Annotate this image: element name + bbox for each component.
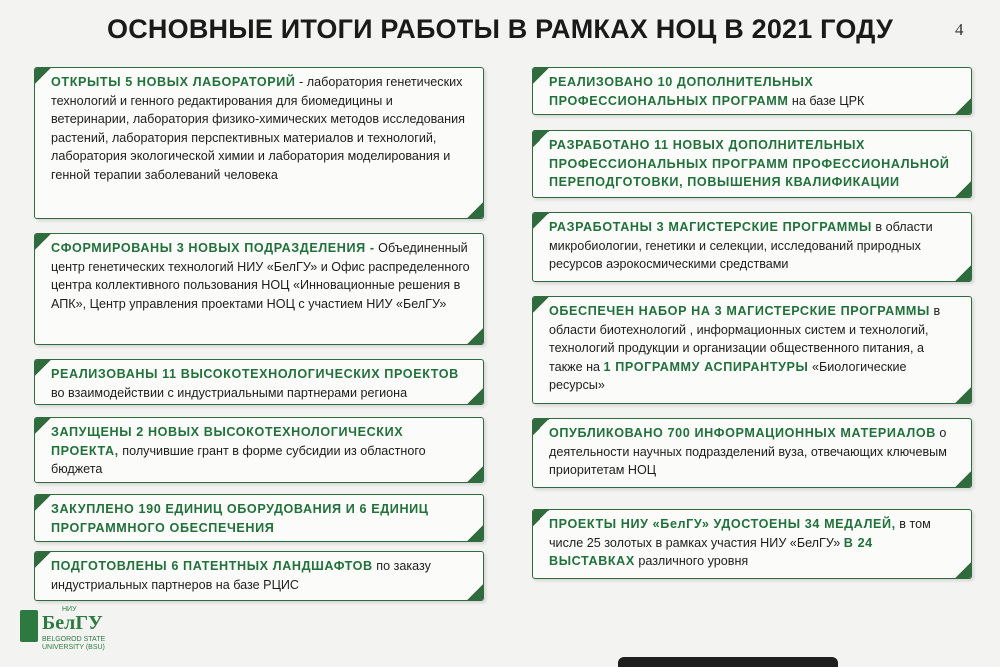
logo-emblem-icon <box>20 610 38 642</box>
card-highlight-secondary: В 24 ВЫСТАВКАХ <box>549 535 873 569</box>
card-master-programs <box>532 212 972 282</box>
card-highlight: РАЗРАБОТАНО 11 НОВЫХ ДОПОЛНИТЕЛЬНЫХ ПРОФЕССИОНАЛЬНЫХ ПРОГРАММ ПРОФЕССИОНАЛЬНОЙ ПЕРЕПОДГОТОВКИ, ПОВЫШЕНИЯ КВАЛИФИКАЦИИ <box>549 138 950 190</box>
card-highlight: ЗАПУЩЕНЫ 2 НОВЫХ ВЫСОКОТЕХНОЛОГИЧЕСКИХ ПРОЕКТА, <box>51 425 404 458</box>
card-master-enrollment <box>532 296 972 404</box>
card-programs-realized <box>532 67 972 115</box>
card-hightech-projects <box>34 359 484 405</box>
card-laboratories <box>34 67 484 219</box>
card-text: на базе ЦРК <box>788 93 865 108</box>
card-text: во взаимодействии с индустриальными партнерами региона <box>51 385 408 400</box>
card-text: о деятельности научных подразделений вуза, отвечающих ключевым приоритетам НОЦ <box>549 426 947 478</box>
card-highlight-secondary: 1 ПРОГРАММУ АСПИРАНТУРЫ <box>603 359 809 374</box>
card-programs-developed <box>532 130 972 198</box>
card-highlight: ОПУБЛИКОВАНО 700 ИНФОРМАЦИОННЫХ МАТЕРИАЛОВ <box>549 426 936 440</box>
university-logo <box>16 606 126 656</box>
card-highlight: РЕАЛИЗОВАНО 10 ДОПОЛНИТЕЛЬНЫХ ПРОФЕССИОНАЛЬНЫХ ПРОГРАММ <box>549 75 814 108</box>
card-highlight: СФОРМИРОВАНЫ 3 НОВЫХ ПОДРАЗДЕЛЕНИЯ - <box>51 241 375 255</box>
card-patent-landscapes <box>34 551 484 601</box>
slide-title: ОСНОВНЫЕ ИТОГИ РАБОТЫ В РАМКАХ НОЦ В 2021 ГОДУ <box>107 14 893 44</box>
card-text: в области биотехнологий , информационных систем и технологий, технологий продукции и организации общественного питания, а также на <box>549 304 941 374</box>
page-number: 4 <box>955 20 964 39</box>
card-highlight: ОБЕСПЕЧЕН НАБОР НА 3 МАГИСТЕРСКИЕ ПРОГРАММЫ <box>549 304 930 318</box>
card-new-projects <box>34 417 484 483</box>
card-divisions <box>34 233 484 345</box>
card-text-secondary: различного уровня <box>634 554 749 569</box>
card-text: получившие грант в форме субсидии из областного бюджета <box>51 443 426 477</box>
card-text: - лаборатория генетических технологий и генного редактирования для биомедицины и ветеринарии, лаборатория физико-химических методов исследования растений, лаборатория перспективных материалов и технологий, лаборатория экологической химии и лаборатория моделирования и генной терапии заболеваний человека <box>51 75 465 182</box>
card-highlight: ПОДГОТОВЛЕНЫ 6 ПАТЕНТНЫХ ЛАНДШАФТОВ <box>51 559 373 573</box>
logo-top-text: НИУ <box>62 606 77 613</box>
card-medals <box>532 509 972 579</box>
logo-name: БелГУ <box>42 612 103 634</box>
card-equipment <box>34 494 484 542</box>
card-highlight: РАЗРАБОТАНЫ 3 МАГИСТЕРСКИЕ ПРОГРАММЫ <box>549 220 872 234</box>
card-highlight: ПРОЕКТЫ НИУ «БелГУ» УДОСТОЕНЫ 34 МЕДАЛЕЙ, <box>549 517 896 531</box>
card-highlight: ЗАКУПЛЕНО 190 ЕДИНИЦ ОБОРУДОВАНИЯ И 6 ЕДИНИЦ ПРОГРАММНОГО ОБЕСПЕЧЕНИЯ <box>51 502 429 535</box>
card-text: по заказу индустриальных партнеров на базе РЦИС <box>51 559 431 592</box>
card-highlight: РЕАЛИЗОВАНЫ 11 ВЫСОКОТЕХНОЛОГИЧЕСКИХ ПРОЕКТОВ <box>51 367 459 381</box>
card-text: в том числе 25 золотых в рамках участия НИУ «БелГУ» <box>549 517 931 550</box>
card-publications <box>532 418 972 488</box>
taskbar-edge <box>618 657 838 667</box>
card-text: в области микробиологии, генетики и селекции, исследований природных ресурсов аэрокосмическими средствами <box>549 220 933 272</box>
logo-subtitle: BELGOROD STATE UNIVERSITY (BSU) <box>42 636 106 651</box>
card-text-secondary: «Биологические ресурсы» <box>549 359 907 393</box>
card-highlight: ОТКРЫТЫ 5 НОВЫХ ЛАБОРАТОРИЙ <box>51 75 296 89</box>
card-text: Объединенный центр генетических технологий НИУ «БелГУ» и Офис распределенного центра коллективного пользования НОЦ «Инновационные решения в АПК», Центр управления проектами НОЦ с участием НИУ «БелГУ» <box>51 241 470 311</box>
